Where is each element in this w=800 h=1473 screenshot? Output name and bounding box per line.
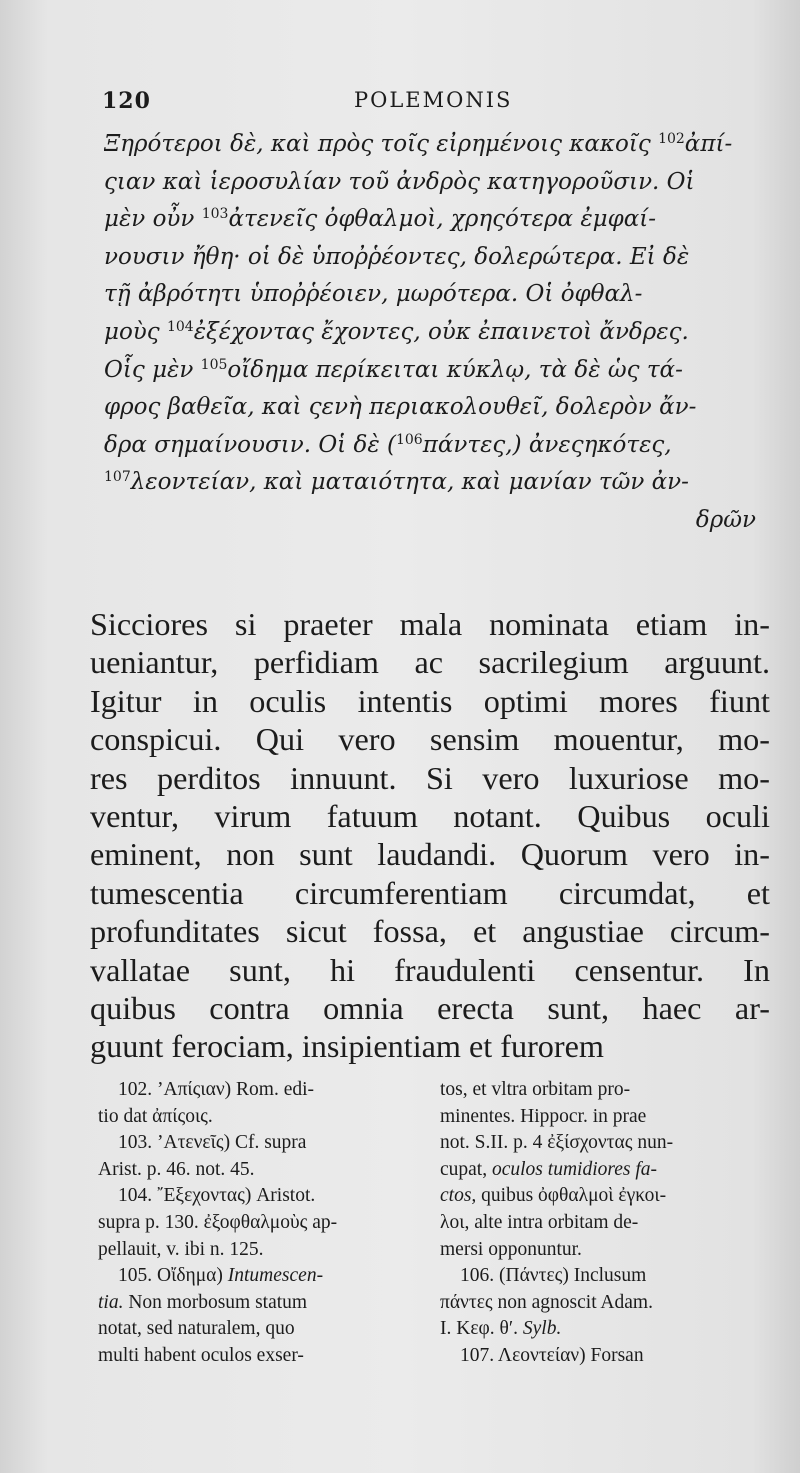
- footnote-text: ctos,: [440, 1185, 477, 1207]
- footnote-text: supra p. 130. ἐξοφθαλμοὺς ap-: [98, 1211, 338, 1233]
- latin-line: Igitur in oculis intentis optimi mores fiunt: [90, 682, 770, 719]
- footnote-line: [440, 1130, 774, 1157]
- footnotes-left-column: [98, 1077, 421, 1370]
- greek-text: δρα σημαίνουσιν. Οἱ δὲ (: [104, 431, 396, 458]
- footnote-line: [98, 1210, 421, 1237]
- greek-text: λεοντείαν, καὶ ματαιότητα, καὶ μανίαν τῶν ἀν-: [130, 469, 689, 496]
- note-marker: 104: [166, 318, 194, 335]
- footnote-text: 103. ’Ατενεῖς) Cf. supra: [118, 1132, 307, 1154]
- greek-text: δρῶν: [695, 506, 756, 533]
- page-number: 120: [102, 88, 151, 114]
- greek-line: [104, 276, 760, 314]
- note-marker: 107: [104, 469, 131, 486]
- footnote-text: Intumescen-: [227, 1265, 324, 1287]
- greek-text: φρος βαθεῖα, καὶ ςενὴ περιακολουθεῖ, δολερὸν ἄν-: [104, 394, 697, 421]
- footnote-text: 107. Λεοντείαν) Forsan: [460, 1344, 644, 1366]
- footnote-line: [440, 1077, 774, 1104]
- latin-line: ventur, virum fatuum notant. Quibus oculi: [90, 797, 770, 834]
- latin-line: eminent, non sunt laudandi. Quorum vero in-: [90, 836, 770, 873]
- latin-translation-block: [90, 605, 770, 1066]
- footnote-text: mersi opponuntur.: [440, 1238, 582, 1260]
- footnote-line: [98, 1343, 421, 1370]
- footnote-line: [440, 1343, 774, 1370]
- greek-text-block: [104, 126, 760, 540]
- greek-text: ἀπί-: [684, 131, 733, 157]
- latin-line: Sicciores si praeter mala nominata etiam in-: [90, 606, 770, 642]
- footnote-text: oculos tumidiores fa-: [491, 1158, 658, 1180]
- footnote-text: quibus ὀφθαλμοὶ ἐγκοι-: [476, 1185, 667, 1207]
- note-marker: 103: [201, 206, 229, 223]
- greek-line: [104, 164, 760, 202]
- footnote-text: minentes. Hippocr. in prae: [440, 1105, 647, 1127]
- greek-line: [104, 464, 760, 502]
- footnote-text: 105. Οἴδημα): [118, 1265, 228, 1287]
- footnote-text: λοι, alte intra orbitam de-: [440, 1211, 639, 1233]
- footnote-text: 102. ’Απίςιαν) Rom. edi-: [118, 1079, 315, 1100]
- page-header: [100, 88, 740, 118]
- footnote-line: [440, 1183, 774, 1210]
- footnote-text: Non morbosum statum: [123, 1291, 308, 1313]
- footnote-text: 104. ῎Εξεχοντας) Aristot.: [118, 1185, 316, 1207]
- latin-line: tumescentia circumferentiam circumdat, et: [90, 874, 770, 911]
- latin-line: guunt ferociam, insipientiam et furorem: [90, 1028, 604, 1065]
- footnote-text: pellauit, v. ibi n. 125.: [98, 1238, 264, 1260]
- footnote-line: [98, 1316, 421, 1343]
- footnote-line: [98, 1263, 421, 1290]
- latin-line: res perditos innuunt. Si vero luxuriose mo-: [90, 759, 770, 796]
- greek-text: νουσιν ἤθη· οἱ δὲ ὑποῤῥέοντες, δολερώτερα. Εἰ δὲ: [104, 243, 690, 270]
- footnote-line: [98, 1077, 421, 1104]
- latin-line: quibus contra omnia erecta sunt, haec ar-: [90, 989, 770, 1026]
- footnote-text: I. Κεφ. θ′.: [440, 1318, 523, 1340]
- footnote-text: tos, et vltra orbitam pro-: [440, 1079, 631, 1100]
- greek-line: [104, 126, 760, 164]
- footnote-line: [98, 1290, 421, 1317]
- footnote-text: cupat,: [440, 1158, 492, 1180]
- note-marker: 102: [658, 131, 685, 147]
- greek-text: πάντες,) ἀνεςηκότες,: [422, 431, 672, 458]
- footnote-line: [440, 1104, 774, 1131]
- greek-line: [104, 502, 760, 540]
- footnote-line: [98, 1183, 421, 1210]
- footnote-line: [440, 1237, 774, 1264]
- footnote-text: not. S.II. p. 4 ἐξίσχοντας nun-: [440, 1132, 674, 1154]
- footnote-line: [440, 1263, 774, 1290]
- footnotes-right-column: [440, 1077, 774, 1370]
- running-head: POLEMONIS: [354, 88, 513, 112]
- greek-text: ςιαν καὶ ἱεροσυλίαν τοῦ ἀνδρὸς κατηγοροῦσιν. Οἱ: [104, 168, 695, 195]
- footnote-text: Arist. p. 46. not. 45.: [98, 1158, 255, 1180]
- footnote-line: [440, 1290, 774, 1317]
- greek-text: οἴδημα περίκειται κύκλῳ, τὰ δὲ ὡς τά-: [227, 356, 683, 383]
- footnote-text: tia.: [98, 1291, 124, 1313]
- footnote-line: [98, 1104, 421, 1131]
- greek-line: [104, 239, 760, 277]
- footnote-text: multi habent oculos exser-: [98, 1344, 304, 1366]
- greek-text: Οἷς μὲν: [104, 356, 201, 383]
- footnotes: [98, 1077, 774, 1417]
- footnote-line: [98, 1237, 421, 1264]
- latin-line: profunditates sicut fossa, et angustiae circum-: [90, 913, 770, 950]
- latin-line: ueniantur, perfidiam ac sacrilegium arguunt.: [90, 644, 770, 681]
- greek-line: [104, 314, 760, 352]
- footnote-line: [440, 1210, 774, 1237]
- footnote-text: 106. (Πάντες) Inclusum: [460, 1265, 647, 1287]
- greek-text: ἐξέχοντας ἔχοντες, οὐκ ἐπαινετοὶ ἄνδρες.: [193, 318, 689, 345]
- greek-text: μὲν οὖν: [104, 206, 202, 233]
- note-marker: 105: [200, 356, 228, 373]
- greek-line: [104, 389, 760, 427]
- footnote-text: tio dat ἀπίςοις.: [98, 1105, 213, 1127]
- greek-text: Ξηρότεροι δὲ, καὶ πρὸς τοῖς εἰρημένοις κακοῖς: [104, 131, 659, 157]
- latin-line: conspicui. Qui vero sensim mouentur, mo-: [90, 721, 770, 758]
- greek-line: [104, 201, 760, 239]
- greek-line: [104, 427, 760, 465]
- footnote-line: [440, 1157, 774, 1184]
- footnote-line: [98, 1157, 421, 1184]
- footnote-text: notat, sed naturalem, quo: [98, 1318, 295, 1340]
- latin-line: vallatae sunt, hi fraudulenti censentur. In: [90, 951, 770, 988]
- footnote-line: [440, 1316, 774, 1343]
- footnote-text: Sylb.: [522, 1318, 562, 1340]
- note-marker: 106: [395, 431, 423, 448]
- greek-text: τῇ ἀβρότητι ὑποῤῥέοιεν, μωρότερα. Οἱ ὀφθαλ-: [104, 281, 643, 308]
- greek-text: ἀτενεῖς ὀφθαλμοὶ, χρηςότερα ἐμφαί-: [228, 206, 657, 233]
- footnote-text: πάντες non agnoscit Adam.: [440, 1291, 653, 1313]
- greek-line: [104, 352, 760, 390]
- footnote-line: [98, 1130, 421, 1157]
- greek-text: μοὺς: [104, 318, 167, 345]
